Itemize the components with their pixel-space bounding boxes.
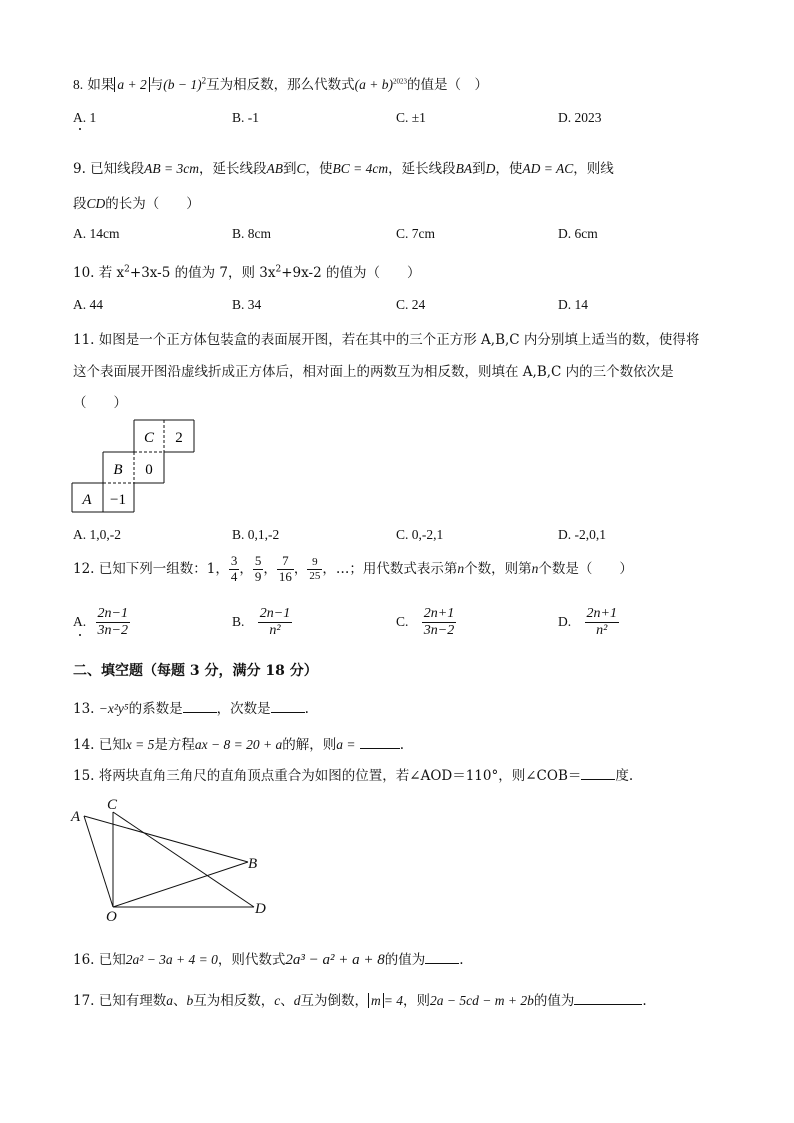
- q12-option-c[interactable]: C. $\frac{2n+1}{3n-2}$: [396, 606, 455, 639]
- q8-option-a[interactable]: A. 1: [73, 110, 97, 125]
- point-label-o: O: [106, 909, 117, 923]
- segment-cd: [113, 812, 254, 907]
- point-label-a: A: [71, 809, 81, 825]
- q10-option-b[interactable]: B. 34: [232, 297, 262, 312]
- segment-ab: [84, 816, 248, 862]
- q8-option-c[interactable]: C. ±1: [396, 110, 426, 125]
- segment-ob: [113, 862, 248, 907]
- q8-option-b[interactable]: B. -1: [232, 110, 259, 125]
- q16-blank[interactable]: [425, 951, 459, 964]
- option-marker-dot: [79, 128, 81, 130]
- point-label-d: D: [255, 901, 266, 917]
- q10-stem: 10. 若 $x^2+3x-5$ 的值为 7，则 $3x^2+9x-2$ 的值为（ ）: [73, 264, 421, 281]
- q12-option-a[interactable]: A. $\frac{2n-1}{3n-2}$: [73, 606, 128, 639]
- net-cell-2: 2: [175, 430, 183, 446]
- q12-fraction: $\frac{3}{4}$: [230, 553, 238, 584]
- q14-stem: 14. 已知x = 5是方程ax − 8 = 20 + a的解，则a = .: [73, 737, 405, 753]
- cube-net-figure: [70, 418, 200, 514]
- q15-blank[interactable]: [581, 767, 615, 780]
- q12-stem: 12. 已知下列一组数：1， $\frac{3}{4}$ ， $\frac{5}{9}$ ， $\frac{7}{16}$ ， $\frac{9}{25}$ ，…；用代数式表示第n个数，则第n个数是（ ）: [73, 553, 633, 584]
- section-title: 二、填空题（每题 3 分，满分 18 分）: [73, 663, 318, 679]
- q12-option-b[interactable]: B. $\frac{2n-1}{\text{n²}}$: [232, 606, 291, 639]
- net-cell-neg1: −1: [110, 492, 126, 508]
- point-label-b: B: [248, 856, 258, 872]
- q10-option-d[interactable]: D. 14: [558, 297, 588, 312]
- q9-stem-line1: 9. 已知线段AB = 3cm，延长线段AB到C，使BC = 4cm，延长线段BA到D，使AD = AC，则线: [73, 161, 614, 177]
- q12-option-d[interactable]: D. $\frac{2n+1}{\text{n²}}$: [558, 606, 617, 639]
- q10-option-c[interactable]: C. 24: [396, 297, 426, 312]
- net-cell-a: A: [82, 492, 92, 508]
- point-label-c: C: [107, 797, 118, 813]
- q13-blank-1[interactable]: [183, 700, 217, 713]
- q13-blank-2[interactable]: [271, 700, 305, 713]
- q13-stem: 13. −x²y⁵的系数是 ，次数是 .: [73, 701, 309, 717]
- q11-option-a[interactable]: A. 1,0,-2: [73, 527, 121, 542]
- net-cell-0: 0: [145, 462, 153, 478]
- q12-fraction: $\frac{5}{9}$: [254, 553, 262, 584]
- q12-fraction: $\frac{9}{25}$: [309, 556, 321, 582]
- q11-option-d[interactable]: D. -2,0,1: [558, 527, 606, 542]
- q10-option-a[interactable]: A. 44: [73, 297, 103, 312]
- q11-stem-line2: 这个表面展开图沿虚线折成正方体后，相对面上的两数互为相反数，则填在 A,B,C 内的三个数依次是: [73, 364, 674, 380]
- q11-stem-line3: （ ）: [73, 395, 127, 411]
- q14-blank[interactable]: [360, 736, 400, 749]
- q9-option-a[interactable]: A. 14cm: [73, 226, 120, 241]
- q12-fraction: $\frac{7}{16}$: [278, 553, 292, 584]
- q17-blank[interactable]: [574, 992, 642, 1005]
- q11-option-b[interactable]: B. 0,1,-2: [232, 527, 280, 542]
- q11-option-c[interactable]: C. 0,-2,1: [396, 527, 444, 542]
- q15-stem: 15. 将两块直角三角尺的直角顶点重合为如图的位置，若∠AOD＝110°，则∠COB＝ 度.: [73, 768, 634, 784]
- q8-stem: 8. 如果 a + 2 与$(b - 1)^2$互为相反数，那么代数式$(a + b)^{2023}$的值是（ ）: [73, 75, 489, 93]
- q8-option-d[interactable]: D. 2023: [558, 110, 602, 125]
- q9-option-c[interactable]: C. 7cm: [396, 226, 435, 241]
- q9-stem-line2: 段CD的长为（ ）: [73, 196, 200, 212]
- q17-stem: 17. 已知有理数a、b互为相反数，c、d互为倒数， m = 4，则2a − 5cd − m + 2b的值为 .: [73, 993, 647, 1009]
- segment-oa: [84, 816, 113, 907]
- net-cell-b: B: [113, 462, 123, 478]
- q16-stem: 16. 已知2a² − 3a + 4 = 0，则代数式2a³ − a² + a + 8的值为 .: [73, 952, 464, 968]
- q9-option-b[interactable]: B. 8cm: [232, 226, 271, 241]
- net-cell-c: C: [143, 430, 155, 446]
- q9-option-d[interactable]: D. 6cm: [558, 226, 598, 241]
- triangle-figure: [68, 793, 278, 923]
- q11-stem-line1: 11. 如图是一个正方体包装盒的表面展开图，若在其中的三个正方形 A,B,C 内分别填上适当的数，使得将: [73, 332, 700, 348]
- option-marker-dot: [79, 634, 81, 636]
